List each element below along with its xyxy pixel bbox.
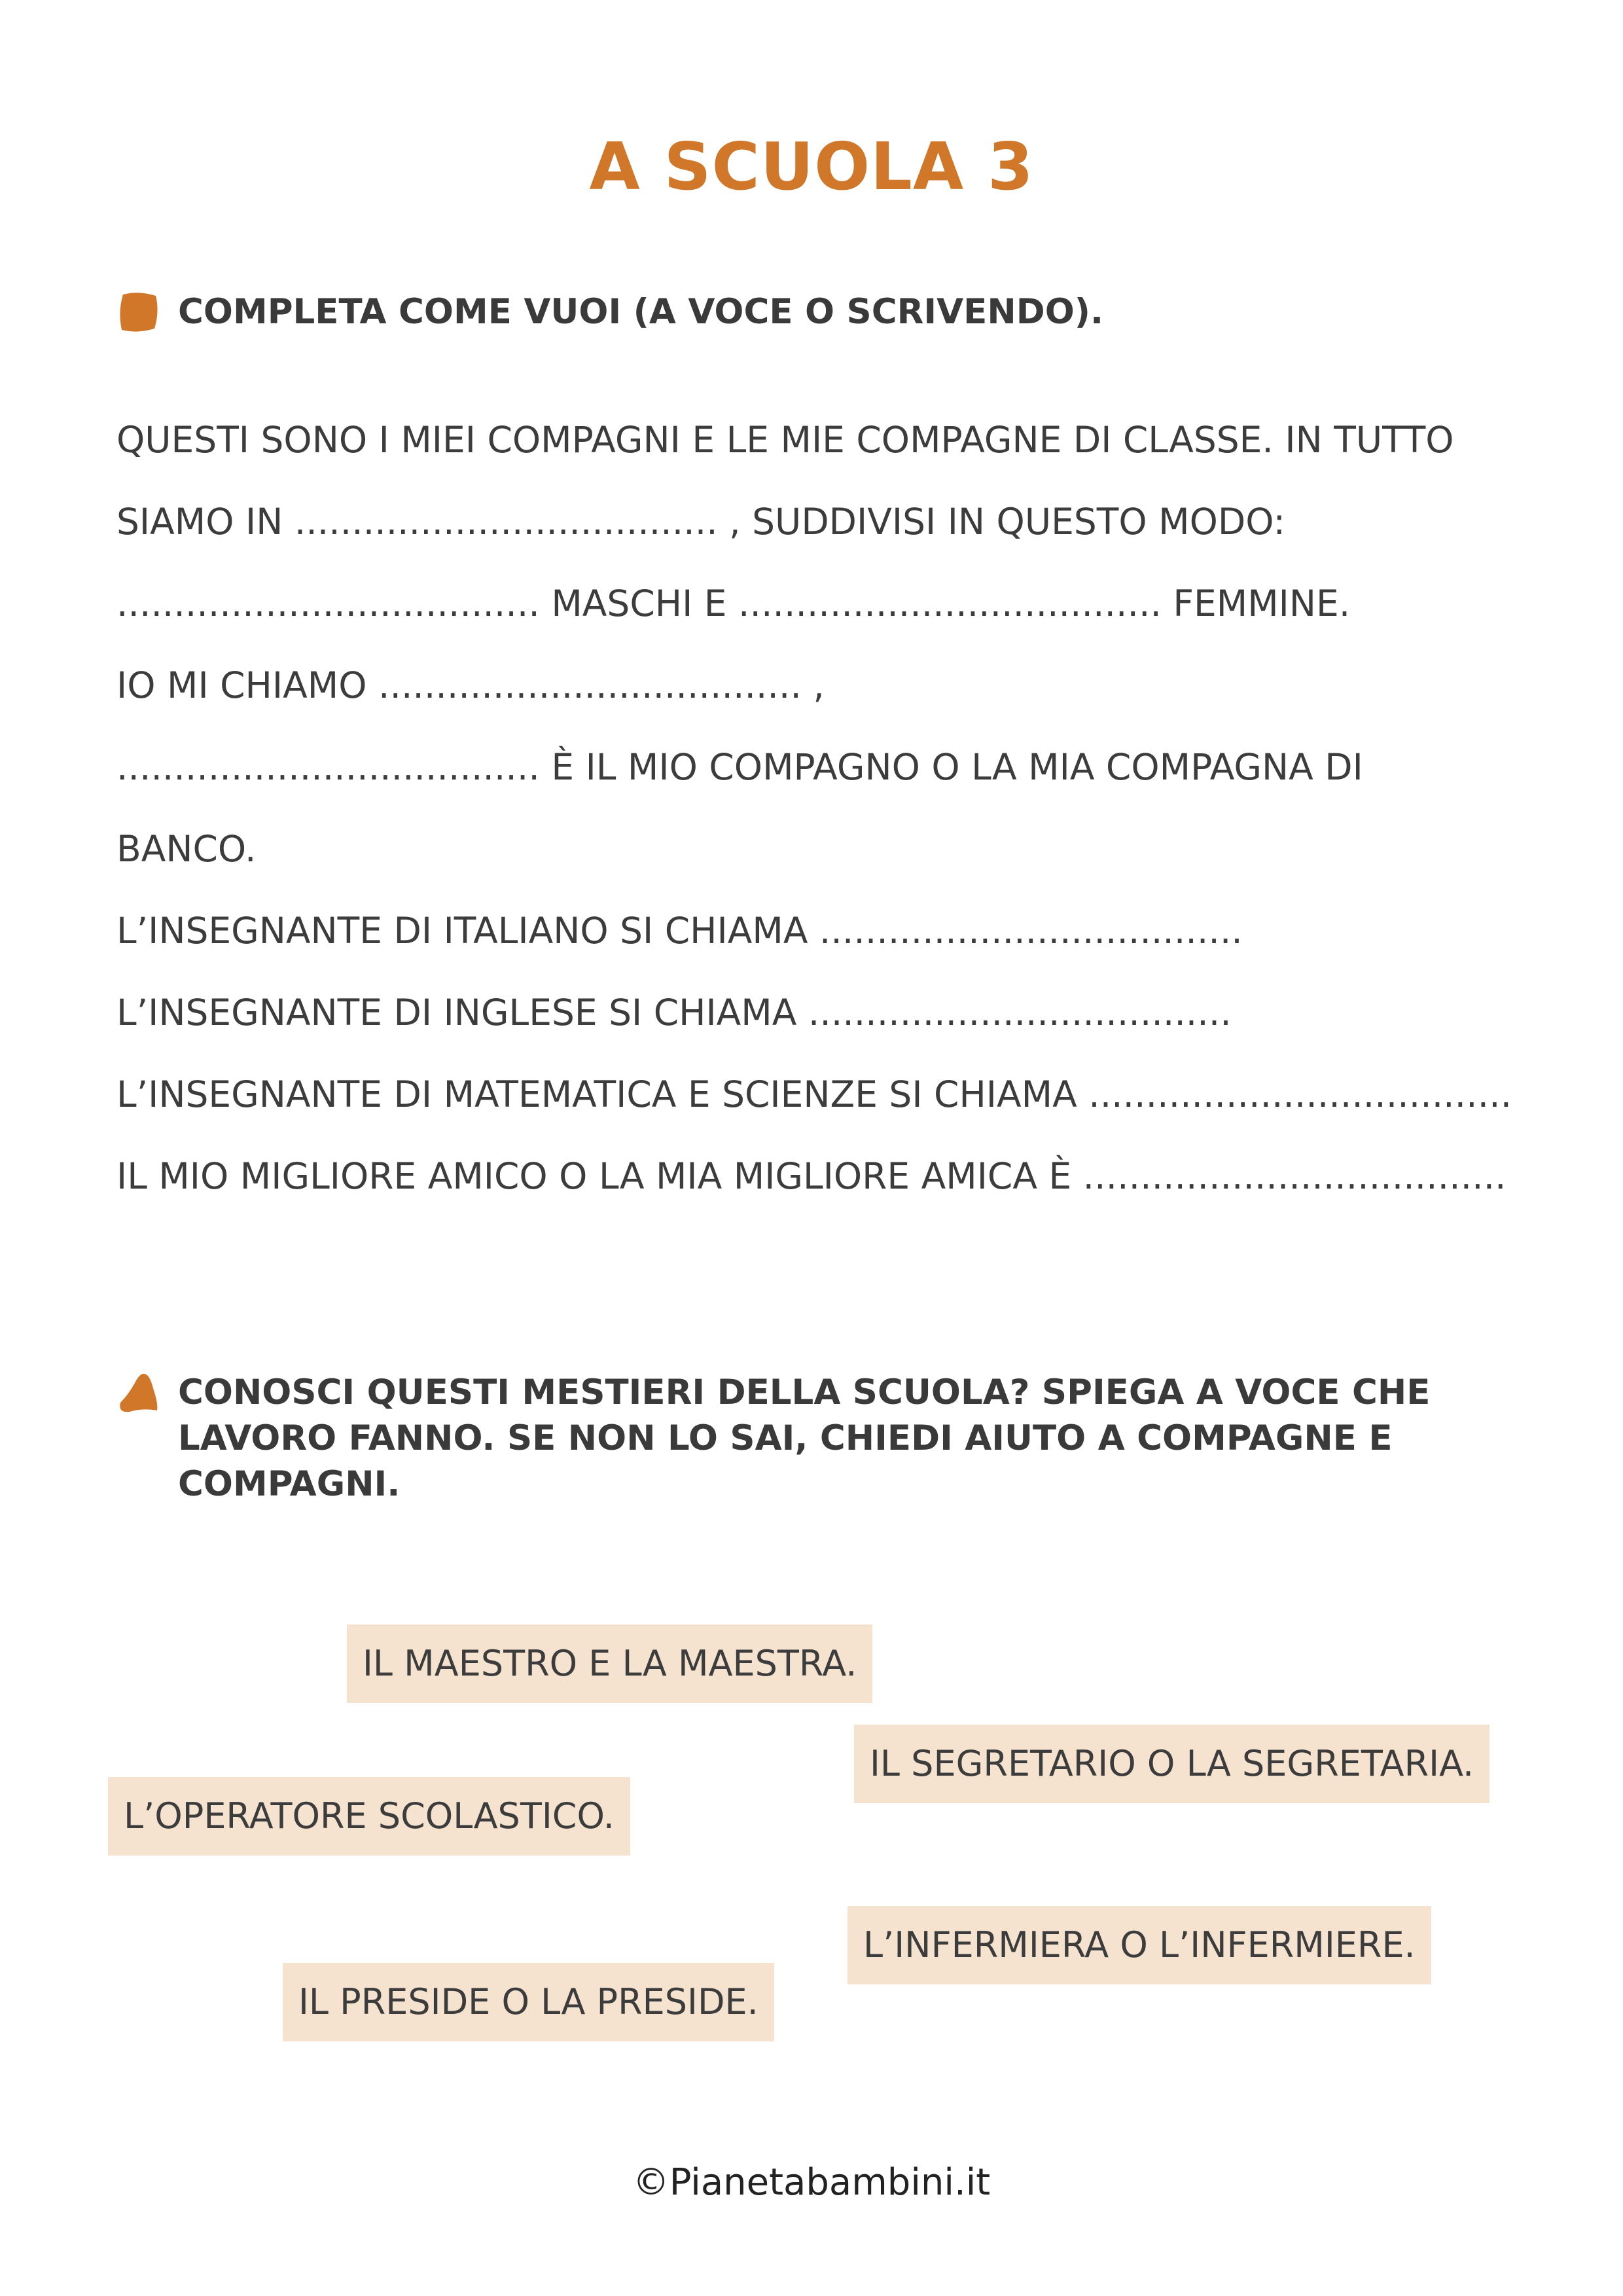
- job-tag-operatore: L’OPERATORE SCOLASTICO.: [108, 1777, 630, 1856]
- fill-in-line: ..................................... È IL MIO COMPAGNO O LA MIA COMPAGNA DI: [116, 746, 1363, 788]
- job-tag-infermiera: L’INFERMIERA O L’INFERMIERE.: [847, 1906, 1431, 1984]
- orange-rounded-square-icon: [116, 291, 160, 334]
- fill-in-line: IO MI CHIAMO ..................................... ,: [116, 664, 825, 706]
- orange-blob-icon: [116, 1371, 160, 1414]
- fill-in-line: ..................................... MASCHI E ..................................... FEMMINE.: [116, 583, 1351, 624]
- fill-in-line: IL MIO MIGLIORE AMICO O LA MIA MIGLIORE AMICA È .....................................: [116, 1155, 1507, 1197]
- job-tag-maestro: IL MAESTRO E LA MAESTRA.: [347, 1624, 872, 1703]
- job-tag-preside: IL PRESIDE O LA PRESIDE.: [283, 1963, 774, 2041]
- section1-heading: COMPLETA COME VUOI (A VOCE O SCRIVENDO).: [178, 292, 1104, 332]
- job-tag-segretario: IL SEGRETARIO O LA SEGRETARIA.: [854, 1725, 1489, 1803]
- text-line: QUESTI SONO I MIEI COMPAGNI E LE MIE COMPAGNE DI CLASSE. IN TUTTO: [116, 419, 1454, 461]
- fill-in-line: L’INSEGNANTE DI ITALIANO SI CHIAMA .....................................: [116, 910, 1243, 952]
- text-line: BANCO.: [116, 828, 257, 870]
- page-title: A SCUOLA 3: [589, 128, 1034, 205]
- copyright-footer: ©Pianetabambini.it: [632, 2161, 991, 2204]
- section2-heading: CONOSCI QUESTI MESTIERI DELLA SCUOLA? SPIEGA A VOCE CHE LAVORO FANNO. SE NON LO SAI, CHIEDI AIUTO A COMPAGNE E COMPAGNI.: [178, 1372, 1431, 1504]
- fill-in-line: L’INSEGNANTE DI INGLESE SI CHIAMA .....................................: [116, 992, 1232, 1033]
- fill-in-line: SIAMO IN ..................................... , SUDDIVISI IN QUESTO MODO:: [116, 501, 1286, 543]
- fill-in-line: L’INSEGNANTE DI MATEMATICA E SCIENZE SI CHIAMA .....................................: [116, 1073, 1512, 1115]
